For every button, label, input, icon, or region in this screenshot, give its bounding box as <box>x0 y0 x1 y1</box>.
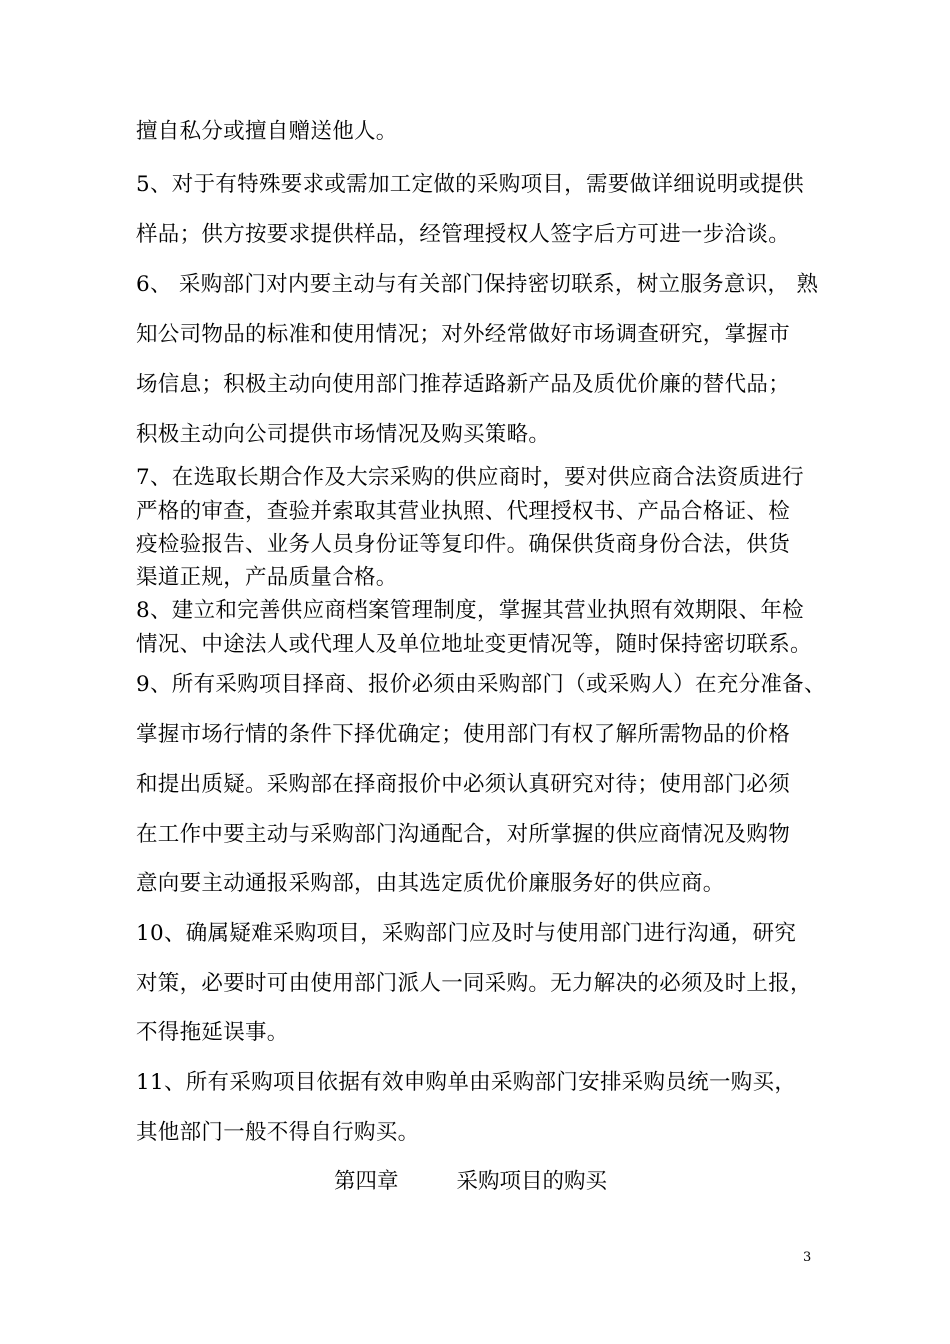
text-line: 其他部门一般不得自行购买。 <box>136 1120 420 1145</box>
text-line: 7、在选取长期合作及大宗采购的供应商时，要对供应商合法资质进行 <box>136 465 804 490</box>
text-line: 疫检验报告、业务人员身份证等复印件。确保供货商身份合法，供货 <box>136 532 791 557</box>
text-line: 场信息；积极主动向使用部门推荐适路新产品及质优价廉的替代品； <box>136 372 791 397</box>
text-line: 严格的审查，查验并索取其营业执照、代理授权书、产品合格证、检 <box>136 499 791 524</box>
text-line: 擅自私分或擅自赠送他人。 <box>136 119 398 144</box>
text-line: 10、确属疑难采购项目，采购部门应及时与使用部门进行沟通，研究 <box>136 921 797 946</box>
text-line: 渠道正规，产品质量合格。 <box>136 565 398 590</box>
chapter-number: 第四章 <box>334 1169 399 1194</box>
text-line: 6、 采购部门对内要主动与有关部门保持密切联系，树立服务意识， 熟 <box>136 272 819 297</box>
text-line: 积极主动向公司提供市场情况及购买策略。 <box>136 422 551 447</box>
page-number: 3 <box>803 1250 812 1265</box>
text-line: 5、对于有特殊要求或需加工定做的采购项目，需要做详细说明或提供 <box>136 172 804 197</box>
text-line: 8、建立和完善供应商档案管理制度，掌握其营业执照有效期限、年检 <box>136 598 804 623</box>
text-line: 样品；供方按要求提供样品，经管理授权人签字后方可进一步洽谈。 <box>136 222 791 247</box>
chapter-heading <box>334 1167 607 1197</box>
text-line: 意向要主动通报采购部，由其选定质优价廉服务好的供应商。 <box>136 871 725 896</box>
text-line: 知公司物品的标准和使用情况；对外经常做好市场调查研究，掌握市 <box>136 322 791 347</box>
text-line: 9、所有采购项目择商、报价必须由采购部门（或采购人）在充分准备、 <box>136 672 826 697</box>
chapter-title: 采购项目的购买 <box>456 1169 608 1194</box>
text-line: 对策，必要时可由使用部门派人一同采购。无力解决的必须及时上报， <box>136 971 812 996</box>
text-line: 11、所有采购项目依据有效申购单由采购部门安排采购员统一购买， <box>136 1070 797 1095</box>
text-line: 不得拖延误事。 <box>136 1020 289 1045</box>
text-line: 和提出质疑。采购部在择商报价中必须认真研究对待；使用部门必须 <box>136 772 791 797</box>
text-line: 在工作中要主动与采购部门沟通配合，对所掌握的供应商情况及购物 <box>136 822 791 847</box>
text-line: 掌握市场行情的条件下择优确定；使用部门有权了解所需物品的价格 <box>136 722 791 747</box>
text-line: 情况、中途法人或代理人及单位地址变更情况等，随时保持密切联系。 <box>136 632 812 657</box>
